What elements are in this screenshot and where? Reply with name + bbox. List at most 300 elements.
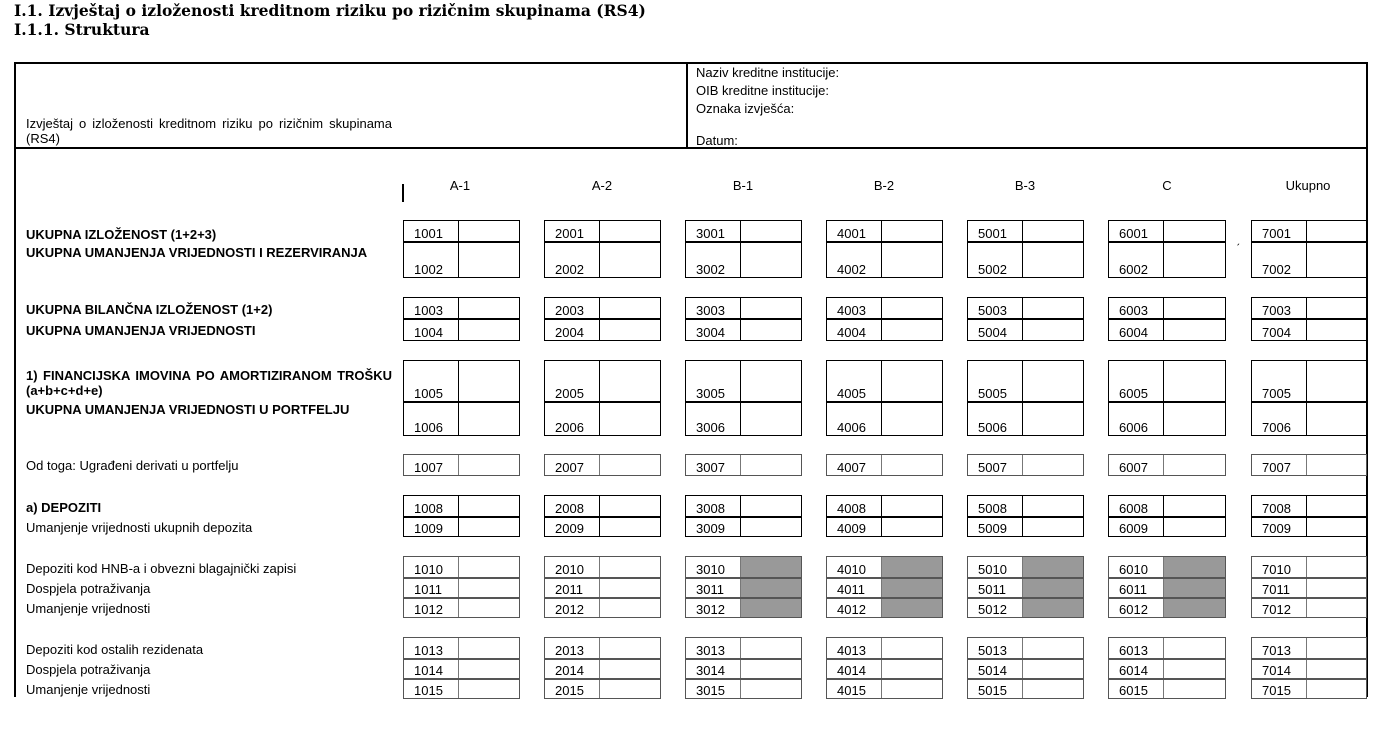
- cell-4003-b2[interactable]: [826, 297, 943, 319]
- row-label-1010: Depoziti kod HNB-a i obvezni blagajnički zapisi: [26, 561, 297, 576]
- cell-7015-ukupno[interactable]: [1251, 679, 1367, 699]
- cell-1015-a1[interactable]: [403, 679, 520, 699]
- cell-divider: [1163, 298, 1164, 318]
- cell-4013-b2[interactable]: [826, 637, 943, 659]
- cell-2015-a2[interactable]: [544, 679, 661, 699]
- date-label: Datum:: [696, 133, 738, 148]
- cell-5008-b3[interactable]: [967, 495, 1084, 517]
- cell-7003-ukupno[interactable]: [1251, 297, 1367, 319]
- cell-1006-a1[interactable]: [403, 402, 520, 436]
- cell-divider: [1022, 243, 1023, 277]
- row-code: 2006: [555, 420, 584, 435]
- cell-divider: [881, 496, 882, 516]
- cell-4015-b2[interactable]: [826, 679, 943, 699]
- row-code: 6001: [1119, 226, 1148, 241]
- cell-divider: [740, 221, 741, 241]
- cell-5005-b3[interactable]: [967, 360, 1084, 402]
- row-code: 6012: [1119, 602, 1148, 617]
- cell-3015-b1[interactable]: [685, 679, 802, 699]
- row-code: 7012: [1262, 602, 1291, 617]
- cell-divider: [740, 518, 741, 536]
- row-code: 4013: [837, 643, 866, 658]
- cell-divider: [1163, 361, 1164, 401]
- cell-divider: [1163, 638, 1164, 658]
- cell-divider: [458, 298, 459, 318]
- row-code: 2010: [555, 562, 584, 577]
- row-code: 5012: [978, 602, 1007, 617]
- row-code: 4006: [837, 420, 866, 435]
- cell-divider: [1163, 660, 1164, 678]
- cell-1014-a1[interactable]: [403, 659, 520, 679]
- disabled-value-field: [882, 579, 942, 597]
- cell-6005-c[interactable]: [1108, 360, 1226, 402]
- column-tick: [402, 184, 404, 202]
- cell-3013-b1[interactable]: [685, 637, 802, 659]
- cell-2003-a2[interactable]: [544, 297, 661, 319]
- row-code: 4012: [837, 602, 866, 617]
- cell-6010-c[interactable]: [1108, 556, 1226, 578]
- row-code: 1001: [414, 226, 443, 241]
- disabled-value-field: [1023, 599, 1083, 617]
- cell-1012-a1[interactable]: [403, 598, 520, 618]
- row-code: 1015: [414, 683, 443, 698]
- cell-divider: [1306, 221, 1307, 241]
- cell-1004-a1[interactable]: [403, 319, 520, 341]
- row-code: 5008: [978, 501, 1007, 516]
- cell-divider: [599, 518, 600, 536]
- row-code: 6014: [1119, 663, 1148, 678]
- row-code: 2012: [555, 602, 584, 617]
- row-code: 3010: [696, 562, 725, 577]
- row-code: 3002: [696, 262, 725, 277]
- row-code: 4004: [837, 325, 866, 340]
- stray-mark: ˏ: [1236, 232, 1240, 246]
- row-code: 3007: [696, 460, 725, 475]
- cell-3001-b1[interactable]: [685, 220, 802, 242]
- cell-divider: [1306, 320, 1307, 340]
- cell-divider: [458, 455, 459, 475]
- cell-3010-b1[interactable]: [685, 556, 802, 578]
- cell-7005-ukupno[interactable]: [1251, 360, 1367, 402]
- row-code: 4005: [837, 386, 866, 401]
- column-header-b2: B-2: [873, 178, 895, 193]
- row-code: 7007: [1262, 460, 1291, 475]
- cell-divider: [458, 221, 459, 241]
- cell-5004-b3[interactable]: [967, 319, 1084, 341]
- cell-7001-ukupno[interactable]: [1251, 220, 1367, 242]
- cell-7013-ukupno[interactable]: [1251, 637, 1367, 659]
- row-code: 1012: [414, 602, 443, 617]
- row-code: 2013: [555, 643, 584, 658]
- row-code: 4010: [837, 562, 866, 577]
- cell-4001-b2[interactable]: [826, 220, 943, 242]
- cell-1009-a1[interactable]: [403, 517, 520, 537]
- row-code: 5004: [978, 325, 1007, 340]
- disabled-value-field: [741, 557, 801, 577]
- cell-4006-b2[interactable]: [826, 402, 943, 436]
- cell-2001-a2[interactable]: [544, 220, 661, 242]
- cell-divider: [740, 660, 741, 678]
- cell-divider: [881, 660, 882, 678]
- row-code: 4014: [837, 663, 866, 678]
- cell-divider: [1163, 320, 1164, 340]
- row-code: 6008: [1119, 501, 1148, 516]
- cell-divider: [1306, 243, 1307, 277]
- cell-divider: [458, 496, 459, 516]
- cell-2014-a2[interactable]: [544, 659, 661, 679]
- row-code: 7010: [1262, 562, 1291, 577]
- row-code: 2002: [555, 262, 584, 277]
- row-code: 6005: [1119, 386, 1148, 401]
- row-code: 1003: [414, 303, 443, 318]
- cell-divider: [740, 680, 741, 698]
- cell-7002-ukupno[interactable]: [1251, 242, 1367, 278]
- row-code: 2014: [555, 663, 584, 678]
- cell-4012-b2[interactable]: [826, 598, 943, 618]
- cell-3011-b1[interactable]: [685, 578, 802, 598]
- row-code: 6010: [1119, 562, 1148, 577]
- row-code: 1002: [414, 262, 443, 277]
- cell-4014-b2[interactable]: [826, 659, 943, 679]
- cell-divider: [740, 298, 741, 318]
- row-code: 2003: [555, 303, 584, 318]
- oib-label: OIB kreditne institucije:: [696, 83, 829, 98]
- header-vertical-divider: [686, 62, 688, 149]
- row-code: 7015: [1262, 683, 1291, 698]
- column-header-b1: B-1: [732, 178, 754, 193]
- row-code: 1010: [414, 562, 443, 577]
- row-code: 5014: [978, 663, 1007, 678]
- cell-2010-a2[interactable]: [544, 556, 661, 578]
- row-code: 6003: [1119, 303, 1148, 318]
- row-code: 4002: [837, 262, 866, 277]
- disabled-value-field: [741, 599, 801, 617]
- cell-divider: [881, 361, 882, 401]
- row-code: 5009: [978, 521, 1007, 536]
- cell-divider: [458, 243, 459, 277]
- row-code: 5007: [978, 460, 1007, 475]
- cell-divider: [881, 638, 882, 658]
- column-header-b3: B-3: [1014, 178, 1036, 193]
- cell-divider: [1163, 403, 1164, 435]
- cell-1007-a1[interactable]: [403, 454, 520, 476]
- cell-7011-ukupno[interactable]: [1251, 578, 1367, 598]
- cell-2008-a2[interactable]: [544, 495, 661, 517]
- cell-6007-c[interactable]: [1108, 454, 1226, 476]
- cell-7012-ukupno[interactable]: [1251, 598, 1367, 618]
- cell-5015-b3[interactable]: [967, 679, 1084, 699]
- row-code: 4015: [837, 683, 866, 698]
- row-label-1008: a) DEPOZITI: [26, 500, 102, 515]
- cell-1002-a1[interactable]: [403, 242, 520, 278]
- cell-6013-c[interactable]: [1108, 637, 1226, 659]
- cell-divider: [740, 403, 741, 435]
- row-label-1011: Dospjela potraživanja: [26, 581, 151, 596]
- cell-divider: [740, 455, 741, 475]
- cell-5012-b3[interactable]: [967, 598, 1084, 618]
- cell-divider: [1306, 403, 1307, 435]
- row-code: 7008: [1262, 501, 1291, 516]
- row-code: 4009: [837, 521, 866, 536]
- row-code: 3013: [696, 643, 725, 658]
- cell-7014-ukupno[interactable]: [1251, 659, 1367, 679]
- row-code: 2007: [555, 460, 584, 475]
- row-code: 7011: [1262, 582, 1290, 597]
- row-code: 1011: [414, 582, 442, 597]
- row-code: 3003: [696, 303, 725, 318]
- cell-divider: [458, 361, 459, 401]
- disabled-value-field: [882, 599, 942, 617]
- cell-divider: [458, 579, 459, 597]
- row-code: 3005: [696, 386, 725, 401]
- row-label-1013: Depoziti kod ostalih rezidenata: [26, 642, 204, 657]
- row-code: 6011: [1119, 582, 1147, 597]
- cell-7009-ukupno[interactable]: [1251, 517, 1367, 537]
- cell-2012-a2[interactable]: [544, 598, 661, 618]
- disabled-value-field: [1023, 557, 1083, 577]
- row-label-1005: 1) FINANCIJSKA IMOVINA PO AMORTIZIRANOM TROŠKU (a+b+c+d+e): [26, 368, 392, 398]
- row-code: 6007: [1119, 460, 1148, 475]
- cell-6014-c[interactable]: [1108, 659, 1226, 679]
- cell-4011-b2[interactable]: [826, 578, 943, 598]
- row-code: 1013: [414, 643, 443, 658]
- row-code: 4003: [837, 303, 866, 318]
- row-code: 7005: [1262, 386, 1291, 401]
- cell-2004-a2[interactable]: [544, 319, 661, 341]
- cell-2006-a2[interactable]: [544, 402, 661, 436]
- cell-4005-b2[interactable]: [826, 360, 943, 402]
- row-code: 5013: [978, 643, 1007, 658]
- row-code: 7006: [1262, 420, 1291, 435]
- disabled-value-field: [1164, 579, 1225, 597]
- cell-4002-b2[interactable]: [826, 242, 943, 278]
- report-title: I.1. Izvještaj o izloženosti kreditnom riziku po rizičnim skupinama (RS4): [14, 1, 646, 20]
- cell-divider: [1306, 579, 1307, 597]
- cell-divider: [599, 298, 600, 318]
- report-mark-label: Oznaka izvješća:: [696, 101, 795, 116]
- cell-divider: [881, 403, 882, 435]
- cell-divider: [1306, 361, 1307, 401]
- cell-2005-a2[interactable]: [544, 360, 661, 402]
- cell-5010-b3[interactable]: [967, 556, 1084, 578]
- row-code: 1009: [414, 521, 443, 536]
- column-header-c: C: [1162, 178, 1172, 193]
- cell-3004-b1[interactable]: [685, 319, 802, 341]
- cell-1005-a1[interactable]: [403, 360, 520, 402]
- row-code: 6009: [1119, 521, 1148, 536]
- cell-6011-c[interactable]: [1108, 578, 1226, 598]
- cell-6003-c[interactable]: [1108, 297, 1226, 319]
- disabled-value-field: [1023, 579, 1083, 597]
- disabled-value-field: [882, 557, 942, 577]
- cell-divider: [1306, 557, 1307, 577]
- cell-divider: [599, 638, 600, 658]
- row-code: 2015: [555, 683, 584, 698]
- row-code: 1005: [414, 386, 443, 401]
- row-code: 5010: [978, 562, 1007, 577]
- cell-1010-a1[interactable]: [403, 556, 520, 578]
- cell-3006-b1[interactable]: [685, 402, 802, 436]
- row-label-1015: Umanjenje vrijednosti: [26, 682, 151, 697]
- cell-5002-b3[interactable]: [967, 242, 1084, 278]
- cell-4007-b2[interactable]: [826, 454, 943, 476]
- row-code: 7001: [1262, 226, 1291, 241]
- cell-2002-a2[interactable]: [544, 242, 661, 278]
- cell-divider: [599, 680, 600, 698]
- disabled-value-field: [1164, 599, 1225, 617]
- row-code: 1008: [414, 501, 443, 516]
- row-code: 3004: [696, 325, 725, 340]
- row-code: 5015: [978, 683, 1007, 698]
- row-code: 6002: [1119, 262, 1148, 277]
- cell-divider: [599, 243, 600, 277]
- cell-divider: [458, 680, 459, 698]
- header-report-name: Izvještaj o izloženosti kreditnom riziku po rizičnim skupinama (RS4): [26, 116, 392, 146]
- cell-divider: [1306, 660, 1307, 678]
- cell-3003-b1[interactable]: [685, 297, 802, 319]
- row-label-1006: UKUPNA UMANJENJA VRIJEDNOSTI U PORTFELJU: [26, 402, 350, 417]
- row-code: 3009: [696, 521, 725, 536]
- cell-4010-b2[interactable]: [826, 556, 943, 578]
- cell-divider: [881, 243, 882, 277]
- row-code: 3012: [696, 602, 725, 617]
- institution-name-label: Naziv kreditne institucije:: [696, 65, 840, 80]
- cell-divider: [1022, 361, 1023, 401]
- cell-3002-b1[interactable]: [685, 242, 802, 278]
- cell-4008-b2[interactable]: [826, 495, 943, 517]
- cell-2009-a2[interactable]: [544, 517, 661, 537]
- column-header-a1: A-1: [449, 178, 471, 193]
- cell-7007-ukupno[interactable]: [1251, 454, 1367, 476]
- cell-divider: [740, 320, 741, 340]
- cell-divider: [1022, 455, 1023, 475]
- row-code: 7003: [1262, 303, 1291, 318]
- cell-divider: [1022, 660, 1023, 678]
- cell-1001-a1[interactable]: [403, 220, 520, 242]
- cell-divider: [1306, 518, 1307, 536]
- row-code: 1014: [414, 663, 443, 678]
- cell-4009-b2[interactable]: [826, 517, 943, 537]
- row-code: 5006: [978, 420, 1007, 435]
- cell-6001-c[interactable]: [1108, 220, 1226, 242]
- cell-2011-a2[interactable]: [544, 578, 661, 598]
- cell-6012-c[interactable]: [1108, 598, 1226, 618]
- row-code: 6013: [1119, 643, 1148, 658]
- cell-divider: [458, 660, 459, 678]
- cell-3009-b1[interactable]: [685, 517, 802, 537]
- cell-divider: [1022, 403, 1023, 435]
- cell-7006-ukupno[interactable]: [1251, 402, 1367, 436]
- cell-divider: [599, 579, 600, 597]
- row-label-1012: Umanjenje vrijednosti: [26, 601, 151, 616]
- cell-divider: [881, 680, 882, 698]
- cell-divider: [599, 496, 600, 516]
- cell-divider: [599, 660, 600, 678]
- cell-divider: [1022, 496, 1023, 516]
- row-code: 3006: [696, 420, 725, 435]
- cell-3008-b1[interactable]: [685, 495, 802, 517]
- cell-1013-a1[interactable]: [403, 637, 520, 659]
- row-code: 4011: [837, 582, 865, 597]
- cell-1008-a1[interactable]: [403, 495, 520, 517]
- section-title: I.1.1. Struktura: [14, 20, 150, 39]
- cell-divider: [1163, 221, 1164, 241]
- row-code: 2011: [555, 582, 583, 597]
- row-code: 1007: [414, 460, 443, 475]
- cell-6006-c[interactable]: [1108, 402, 1226, 436]
- cell-divider: [599, 361, 600, 401]
- cell-divider: [599, 320, 600, 340]
- cell-5003-b3[interactable]: [967, 297, 1084, 319]
- cell-6009-c[interactable]: [1108, 517, 1226, 537]
- cell-divider: [1163, 680, 1164, 698]
- cell-1011-a1[interactable]: [403, 578, 520, 598]
- cell-6002-c[interactable]: [1108, 242, 1226, 278]
- cell-divider: [1022, 638, 1023, 658]
- cell-divider: [458, 638, 459, 658]
- cell-3005-b1[interactable]: [685, 360, 802, 402]
- cell-3014-b1[interactable]: [685, 659, 802, 679]
- cell-1003-a1[interactable]: [403, 297, 520, 319]
- cell-7004-ukupno[interactable]: [1251, 319, 1367, 341]
- cell-5006-b3[interactable]: [967, 402, 1084, 436]
- row-code: 7009: [1262, 521, 1291, 536]
- cell-7008-ukupno[interactable]: [1251, 495, 1367, 517]
- row-code: 5011: [978, 582, 1006, 597]
- row-code: 3001: [696, 226, 725, 241]
- cell-divider: [599, 557, 600, 577]
- cell-divider: [881, 221, 882, 241]
- row-code: 7014: [1262, 663, 1291, 678]
- row-code: 7004: [1262, 325, 1291, 340]
- cell-divider: [599, 221, 600, 241]
- row-code: 3014: [696, 663, 725, 678]
- cell-5001-b3[interactable]: [967, 220, 1084, 242]
- row-label-1004: UKUPNA UMANJENJA VRIJEDNOSTI: [26, 323, 256, 338]
- disabled-value-field: [741, 579, 801, 597]
- row-code: 3015: [696, 683, 725, 698]
- cell-divider: [1022, 221, 1023, 241]
- row-code: 5005: [978, 386, 1007, 401]
- cell-5011-b3[interactable]: [967, 578, 1084, 598]
- row-code: 3008: [696, 501, 725, 516]
- row-label-1009: Umanjenje vrijednosti ukupnih depozita: [26, 520, 253, 535]
- cell-7010-ukupno[interactable]: [1251, 556, 1367, 578]
- cell-2007-a2[interactable]: [544, 454, 661, 476]
- cell-6008-c[interactable]: [1108, 495, 1226, 517]
- cell-divider: [740, 496, 741, 516]
- cell-divider: [1022, 680, 1023, 698]
- cell-3007-b1[interactable]: [685, 454, 802, 476]
- cell-divider: [1022, 320, 1023, 340]
- cell-divider: [458, 599, 459, 617]
- cell-5007-b3[interactable]: [967, 454, 1084, 476]
- cell-3012-b1[interactable]: [685, 598, 802, 618]
- cell-divider: [1306, 680, 1307, 698]
- cell-4004-b2[interactable]: [826, 319, 943, 341]
- cell-6015-c[interactable]: [1108, 679, 1226, 699]
- cell-5009-b3[interactable]: [967, 517, 1084, 537]
- cell-divider: [599, 403, 600, 435]
- cell-5014-b3[interactable]: [967, 659, 1084, 679]
- cell-2013-a2[interactable]: [544, 637, 661, 659]
- row-label-1002: UKUPNA UMANJENJA VRIJEDNOSTI I REZERVIRANJA: [26, 245, 368, 260]
- row-code: 2001: [555, 226, 584, 241]
- cell-divider: [881, 298, 882, 318]
- cell-5013-b3[interactable]: [967, 637, 1084, 659]
- row-code: 4007: [837, 460, 866, 475]
- cell-6004-c[interactable]: [1108, 319, 1226, 341]
